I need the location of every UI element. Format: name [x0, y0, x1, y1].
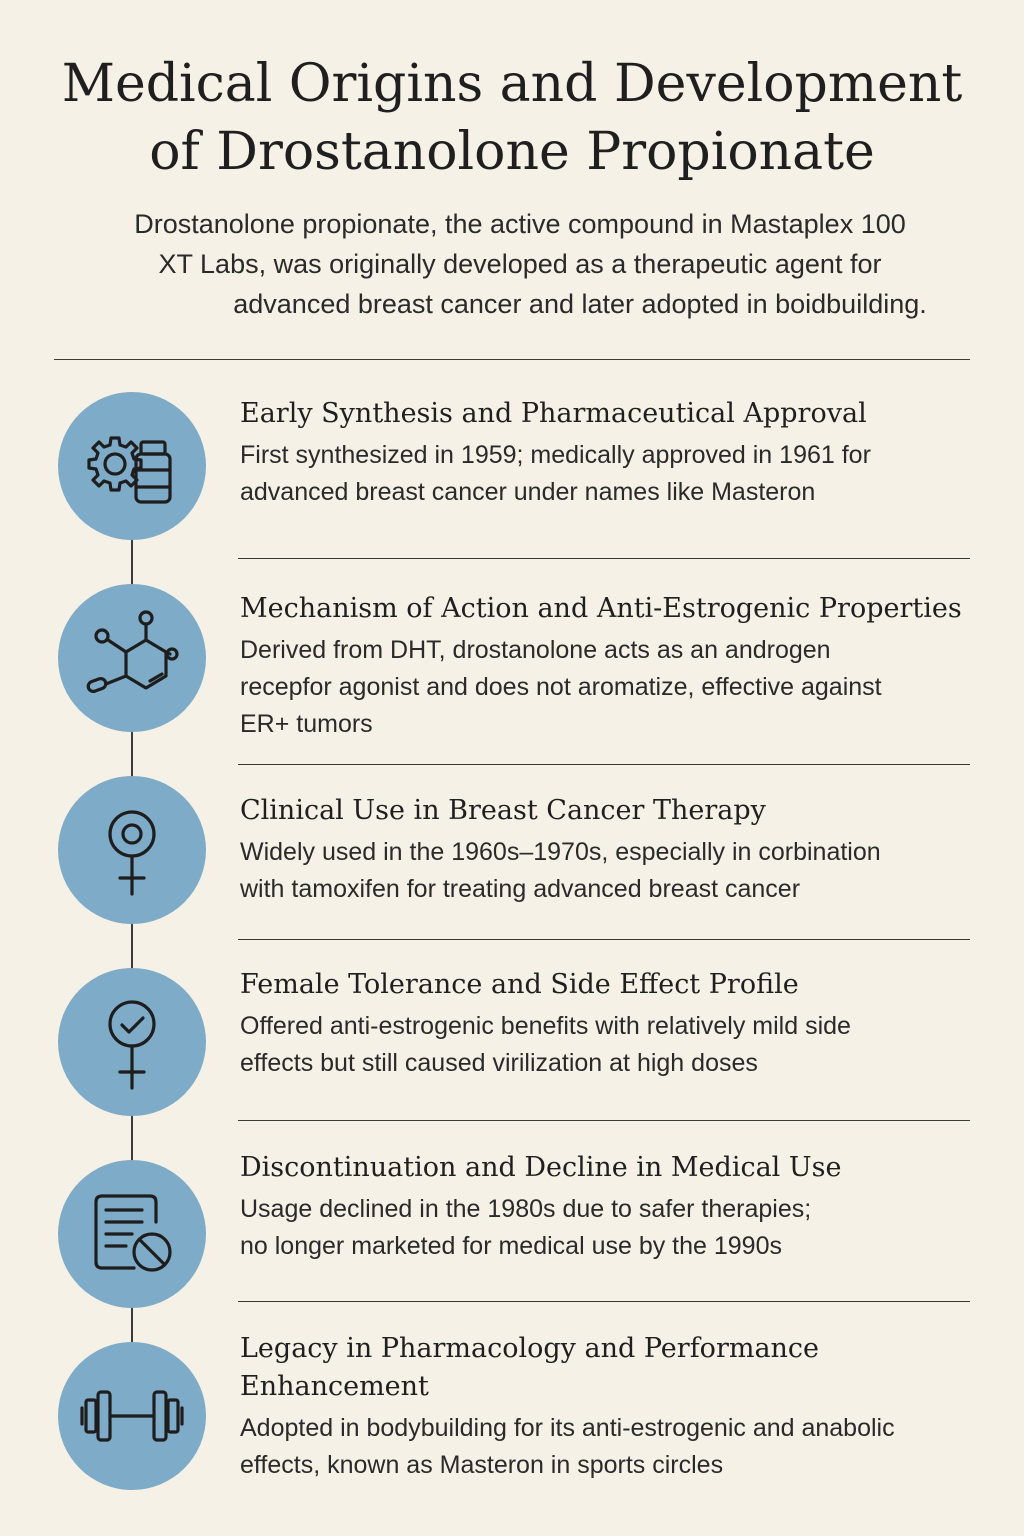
- section-divider: [238, 939, 970, 940]
- section-body: [240, 1008, 990, 1082]
- section-heading: [240, 966, 990, 1004]
- intro-line: advanced breast cancer and later adopted in boidbuilding.: [233, 289, 927, 319]
- section-body-line: with tamoxifen for treating advanced breast cancer: [240, 875, 801, 903]
- section-body: [240, 1191, 990, 1265]
- section-body-line: ER+ tumors: [240, 710, 373, 738]
- section-body-line: Offered anti-estrogenic benefits with relatively mild side: [240, 1012, 851, 1040]
- section-divider: [238, 764, 970, 765]
- section-body-line: Usage declined in the 1980s due to safer therapies;: [240, 1195, 812, 1223]
- section-body: [240, 632, 990, 743]
- section-heading: [240, 590, 990, 628]
- section-4-icon-badge: [58, 968, 206, 1116]
- document-prohibited-icon: [58, 1160, 206, 1308]
- intro-line: Drostanolone propionate, the active compound in Mastaplex 100: [134, 209, 906, 239]
- section-body: [240, 437, 990, 511]
- section-heading-line: Enhancement: [240, 1371, 429, 1402]
- intro-line: XT Labs, was originally developed as a therapeutic agent for: [158, 249, 882, 279]
- section-heading-line: Legacy in Pharmacology and Performance: [240, 1333, 820, 1364]
- section-heading-line: Female Tolerance and Side Effect Profile: [240, 969, 799, 1000]
- page-title: [40, 50, 984, 186]
- section-body-line: Adopted in bodybuilding for its anti-estrogenic and anabolic: [240, 1414, 895, 1442]
- section-heading-line: Clinical Use in Breast Cancer Therapy: [240, 795, 766, 826]
- section-body: [240, 834, 990, 908]
- section-early-synthesis: [240, 395, 990, 511]
- female-check-icon: [58, 968, 206, 1116]
- section-6-icon-badge: [58, 1342, 206, 1490]
- section-heading: [240, 1330, 990, 1406]
- section-body-line: effects, known as Masteron in sports circles: [240, 1451, 724, 1479]
- section-divider: [238, 1301, 970, 1302]
- section-3-icon-badge: [58, 776, 206, 924]
- section-2-icon-badge: [58, 584, 206, 732]
- gear-bottle-icon: [58, 392, 206, 540]
- molecule-icon: [58, 584, 206, 732]
- title-line: Medical Origins and Development: [61, 54, 963, 114]
- section-1-icon-badge: [58, 392, 206, 540]
- section-mechanism-of-action: [240, 590, 990, 743]
- section-heading: [240, 395, 990, 433]
- section-body-line: recepfor agonist and does not aromatize, effective against: [240, 673, 882, 701]
- section-body-line: effects but still caused virilization at high doses: [240, 1049, 758, 1077]
- section-heading-line: Discontinuation and Decline in Medical Use: [240, 1152, 842, 1183]
- title-line: of Drostanolone Propionate: [149, 122, 875, 182]
- section-body-line: advanced breast cancer under names like Masteron: [240, 478, 816, 506]
- section-divider: [238, 1120, 970, 1121]
- section-body-line: First synthesized in 1959; medically approved in 1961 for: [240, 441, 871, 469]
- section-clinical-use: [240, 792, 990, 908]
- section-body-line: Derived from DHT, drostanolone acts as an androgen: [240, 636, 831, 664]
- section-body-line: no longer marketed for medical use by the 1990s: [240, 1232, 782, 1260]
- section-legacy: [240, 1330, 990, 1484]
- section-heading: [240, 792, 990, 830]
- intro-divider: [54, 359, 970, 360]
- section-heading-line: Mechanism of Action and Anti-Estrogenic Properties: [240, 593, 962, 624]
- intro-paragraph: [70, 204, 970, 324]
- dumbbell-icon: [58, 1342, 206, 1490]
- section-divider: [238, 558, 970, 559]
- section-body: [240, 1410, 990, 1484]
- section-female-tolerance: [240, 966, 990, 1082]
- section-discontinuation: [240, 1149, 990, 1265]
- section-5-icon-badge: [58, 1160, 206, 1308]
- section-heading: [240, 1149, 990, 1187]
- female-symbol-icon: [58, 776, 206, 924]
- section-body-line: Widely used in the 1960s–1970s, especially in corbination: [240, 838, 881, 866]
- section-heading-line: Early Synthesis and Pharmaceutical Approval: [240, 398, 867, 429]
